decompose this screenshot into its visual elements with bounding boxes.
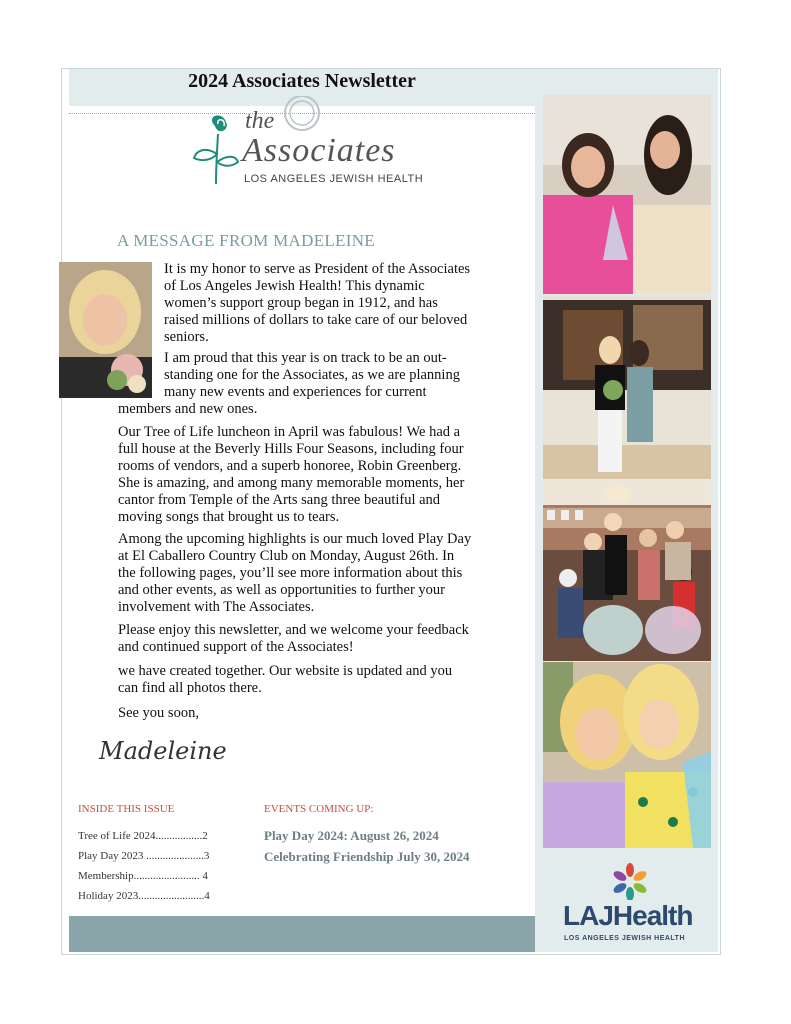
laj-wordmark: LAJHealth (563, 900, 693, 931)
inside-label: INSIDE THIS ISSUE (78, 803, 175, 815)
paragraph-tree-of-life (118, 424, 464, 526)
text-line: It is my honor to serve as President of the Associates (164, 261, 471, 277)
photo-group (543, 480, 711, 661)
signature-text: Madeleine (99, 737, 227, 765)
message-heading: A MESSAGE FROM MADELEINE (117, 231, 375, 250)
text-line: Our Tree of Life luncheon in April was fabulous! We had a (118, 424, 461, 440)
text-line: at El Caballero Country Club on Monday, August 26th. In (118, 548, 455, 564)
photo-friends (543, 662, 711, 848)
text-line: women’s support group began in 1912, and has (164, 295, 438, 311)
events-label: EVENTS COMING UP: (264, 803, 374, 815)
event-item: Celebrating Friendship July 30, 2024 (264, 849, 470, 864)
toc-item[interactable]: Membership........................ 4 (78, 870, 208, 882)
text-line: cantor from Temple of the Arts sang three beautiful and (118, 492, 441, 508)
paragraph-proud (118, 350, 460, 418)
signature (97, 735, 247, 771)
text-line: moving songs that brought us to tears. (118, 509, 340, 525)
portrait-madeleine (59, 262, 152, 398)
event-item: Play Day 2024: August 26, 2024 (264, 828, 439, 843)
text-line: Among the upcoming highlights is our much loved Play Day (118, 531, 472, 547)
text-line: of Los Angeles Jewish Health! This dynamic (164, 278, 425, 294)
toc-item[interactable]: Play Day 2023 .....................3 (78, 850, 210, 862)
paragraph-intro (164, 261, 470, 346)
text-line: can find all photos there. (118, 680, 262, 696)
paragraph-enjoy (118, 622, 469, 656)
text-line: involvement with The Associates. (118, 599, 315, 615)
text-line: raised millions of dollars to take care of our beloved (164, 312, 468, 328)
associates-logo (190, 96, 440, 192)
text-line: we have created together. Our website is updated and you (118, 663, 453, 679)
paragraph-highlights (118, 531, 471, 616)
text-line: standing one for the Associates, as we are planning (164, 367, 460, 383)
flower-icon (558, 860, 702, 900)
photo-gallery (543, 295, 711, 479)
text-line: and continued support of the Associates! (118, 639, 354, 655)
text-line: full house at the Beverly Hills Four Seasons, including four (118, 441, 464, 457)
footer-band (69, 916, 535, 952)
text-line: rooms of vendors, and a superb honoree, Robin Greenberg. (118, 458, 462, 474)
laj-subtitle: LOS ANGELES JEWISH HEALTH (564, 935, 686, 942)
toc-item[interactable]: Holiday 2023........................4 (78, 890, 210, 902)
text-line: Please enjoy this newsletter, and we welcome your feedback (118, 622, 469, 638)
newsletter-title: 2024 Associates Newsletter (188, 70, 416, 92)
text-line: members and new ones. (118, 401, 258, 417)
toc-item[interactable]: Tree of Life 2024.................2 (78, 830, 208, 842)
text-line: many new events and experiences for current (164, 384, 427, 400)
logo-associates-text: Associates (242, 132, 396, 169)
events-list (264, 825, 470, 867)
text-line: She is amazing, and among many memorable moments, her (118, 475, 465, 491)
text-line: seniors. (164, 329, 209, 345)
paragraph-website (118, 663, 452, 697)
closing-text: See you soon, (118, 705, 199, 721)
text-line: I am proud that this year is on track to be an out- (164, 350, 447, 366)
photo-award (543, 95, 711, 294)
toc-list (78, 826, 210, 906)
text-line: the following pages, you’ll see more information about this (118, 565, 463, 581)
logo-the-text: the (245, 108, 275, 134)
text-line: and other events, as well as opportunities to further your (118, 582, 445, 598)
logo-subtitle: LOS ANGELES JEWISH HEALTH (244, 173, 424, 185)
